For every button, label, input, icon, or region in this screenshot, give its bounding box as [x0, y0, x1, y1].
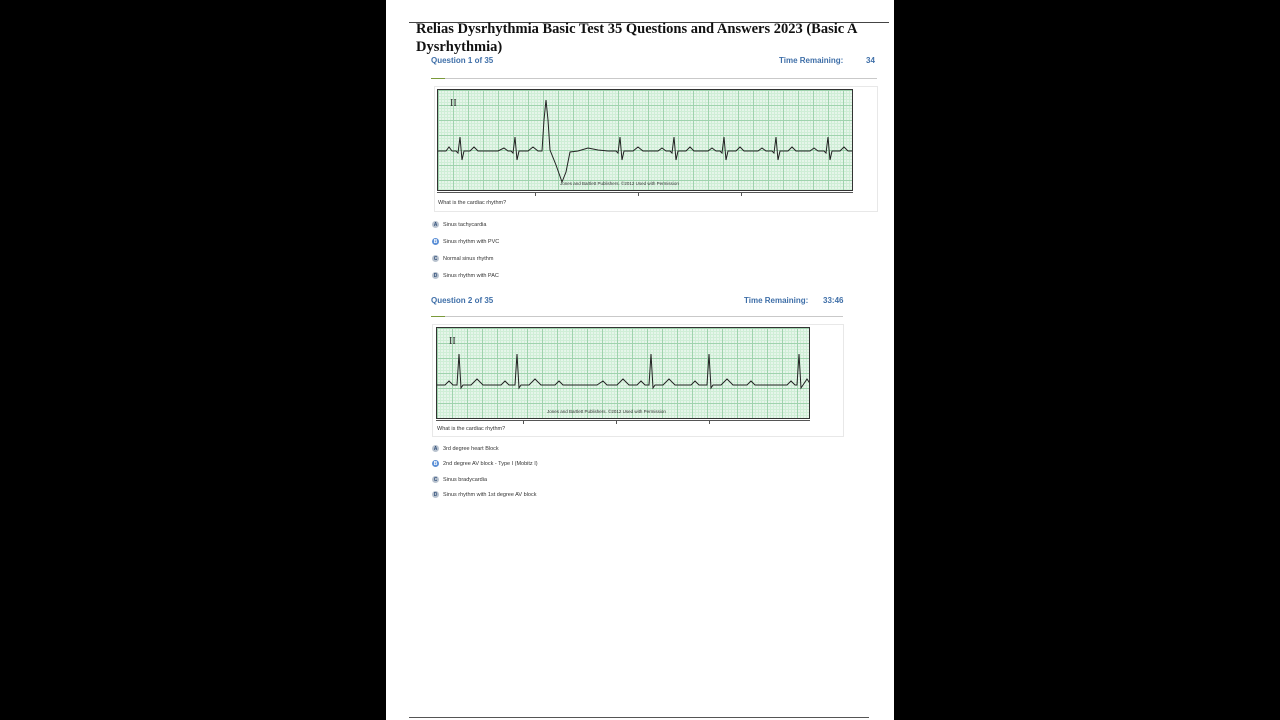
question-2-number: Question 2 of 35 [431, 296, 494, 305]
option-letter-badge: A [433, 445, 438, 452]
question-1-rule-accent [431, 78, 445, 79]
question-1-tick [741, 192, 742, 196]
question-2-prompt: What is the cardiac rhythm? [437, 426, 506, 432]
option-text: Sinus rhythm with PVC [443, 238, 500, 245]
question-2-option-d[interactable] [432, 491, 536, 498]
option-letter-badge: B [433, 238, 438, 245]
option-text: Sinus rhythm with 1st degree AV block [443, 491, 537, 498]
question-1-option-b[interactable] [432, 238, 499, 245]
question-1-option-d[interactable] [432, 272, 499, 279]
question-1-tick [535, 192, 536, 196]
question-2-lead-label: II [449, 336, 456, 347]
question-2-ecg-trace [437, 328, 810, 419]
option-letter-badge: C [433, 255, 438, 262]
option-letter-badge: C [433, 476, 438, 483]
question-1-timeline [437, 192, 853, 193]
question-1-tick [638, 192, 639, 196]
question-1-prompt: What is the cardiac rhythm? [438, 200, 507, 206]
option-letter-badge: B [433, 460, 438, 467]
question-1-ecg-trace [438, 90, 853, 191]
question-1-lead-label: II [450, 98, 457, 109]
question-2-credit: Jones and Bartlett Publishers. ©2012 Used with Permission [547, 409, 666, 414]
question-2-timeline [436, 420, 810, 421]
question-1-option-a[interactable] [432, 221, 486, 228]
option-letter-badge: D [433, 272, 438, 279]
option-text: 3rd degree heart Block [443, 445, 499, 452]
question-2-option-b[interactable] [432, 460, 538, 467]
question-1-credit: Jones and Bartlett Publishers. ©2012 Used with Permission [560, 181, 679, 186]
question-2-time-label: Time Remaining: [744, 296, 809, 305]
question-2-ecg-strip [436, 327, 810, 419]
question-1-option-c[interactable] [432, 255, 493, 262]
question-2-rule-accent [431, 316, 445, 317]
option-text: Normal sinus rhythm [443, 255, 494, 262]
question-1-number: Question 1 of 35 [431, 56, 494, 65]
question-1-time-label: Time Remaining: [779, 56, 844, 65]
document-title: Relias Dysrhythmia Basic Test 35 Questions and Answers 2023 (Basic A Dysrhythmia) [416, 21, 858, 55]
question-1-rule [431, 78, 877, 79]
question-2-time-value: 33:46 [823, 296, 844, 305]
document-page [386, 0, 894, 720]
bottom-rule [409, 717, 869, 718]
option-letter-badge: A [433, 221, 438, 228]
option-letter-badge: D [433, 491, 438, 498]
question-2-tick [616, 420, 617, 424]
question-2-option-c[interactable] [432, 476, 487, 483]
option-text: Sinus tachycardia [443, 221, 487, 228]
question-2-rule [431, 316, 843, 317]
option-text: Sinus bradycardia [443, 476, 488, 483]
option-text: Sinus rhythm with PAC [443, 272, 499, 279]
question-1-ecg-strip [437, 89, 853, 191]
question-2-tick [523, 420, 524, 424]
question-1-time-value: 34 [866, 56, 875, 65]
option-text: 2nd degree AV block - Type I (Mobitz I) [443, 460, 538, 467]
question-2-option-a[interactable] [432, 445, 499, 452]
question-2-tick [709, 420, 710, 424]
